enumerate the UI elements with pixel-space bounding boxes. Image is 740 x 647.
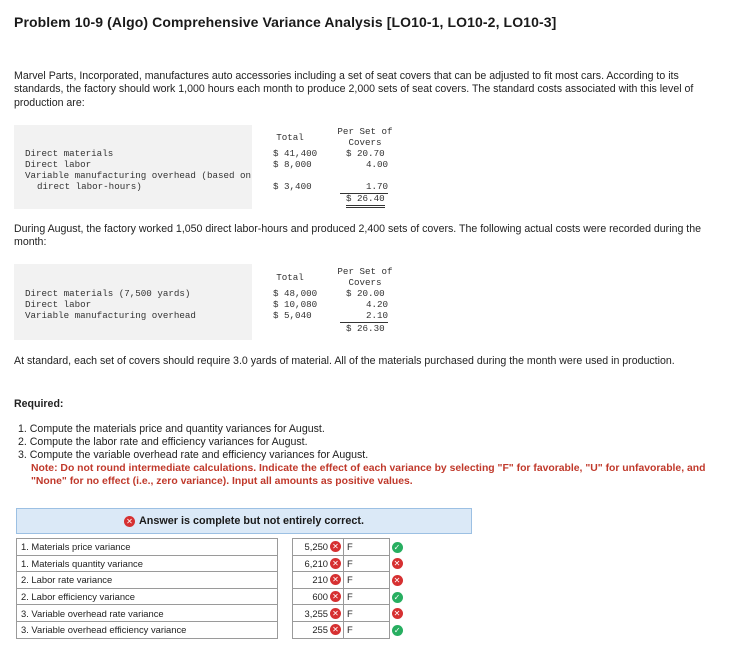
answer-row xyxy=(17,555,405,572)
per-set-value: 4.20 xyxy=(365,299,388,310)
total-value: $ 5,040 xyxy=(273,310,312,321)
required-label: Required: xyxy=(14,398,64,410)
per-set-value: 4.00 xyxy=(365,159,388,170)
instruction-note: Note: Do not round intermediate calculations. Indicate the effect of each variance by selecting "F" for favorable, "U" for unfavorable, and "None" for no effect (i.e., zero variance). Input all amounts as positive values. xyxy=(31,463,706,488)
amount-text: 3,255 xyxy=(304,607,328,619)
x-circle-icon: ✕ xyxy=(330,624,341,635)
mid-text: During August, the factory worked 1,050 direct labor-hours and produced 2,400 sets of covers. The following actual costs were recorded during the month: xyxy=(14,223,702,249)
amount-text: 6,210 xyxy=(304,557,328,569)
row-result xyxy=(390,588,405,605)
amount-text: 255 xyxy=(312,624,328,636)
total-value: $ 8,000 xyxy=(273,159,312,170)
amount-text: 5,250 xyxy=(304,541,328,553)
variance-label: 2. Labor efficiency variance xyxy=(17,588,278,605)
spacer xyxy=(278,588,293,605)
x-circle-icon: ✕ xyxy=(330,591,341,602)
required-item: 1. Compute the materials price and quantity variances for August. xyxy=(18,423,325,435)
total-value: $ 48,000 xyxy=(273,288,318,299)
row-result xyxy=(390,555,405,572)
variance-amount-input[interactable] xyxy=(293,588,344,605)
spacer xyxy=(278,555,293,572)
effect-text: F xyxy=(347,541,353,553)
per-set-total: $ 26.40 xyxy=(346,193,385,208)
row-label: Direct materials (7,500 yards) xyxy=(25,288,191,299)
check-circle-icon: ✓ xyxy=(392,542,403,553)
effect-text: F xyxy=(347,591,353,603)
effect-text: F xyxy=(347,574,353,586)
per-set-total: $ 26.30 xyxy=(346,323,385,334)
row-label: Direct labor xyxy=(25,299,92,310)
variance-label: 1. Materials price variance xyxy=(17,539,278,556)
variance-amount-input[interactable] xyxy=(293,605,344,622)
variance-label: 2. Labor rate variance xyxy=(17,572,278,589)
required-item: 2. Compute the labor rate and efficiency variances for August. xyxy=(18,436,308,448)
effect-text: F xyxy=(347,624,353,636)
effect-select[interactable] xyxy=(344,555,390,572)
banner-text: Answer is complete but not entirely correct. xyxy=(139,515,364,527)
answer-row xyxy=(17,539,405,556)
variance-label: 3. Variable overhead efficiency variance xyxy=(17,621,278,638)
row-label: Direct materials xyxy=(25,148,114,159)
answer-row xyxy=(17,605,405,622)
x-circle-icon: ✕ xyxy=(330,608,341,619)
problem-title: Problem 10-9 (Algo) Comprehensive Variance Analysis [LO10-1, LO10-2, LO10-3] xyxy=(14,14,557,30)
variance-label: 3. Variable overhead rate variance xyxy=(17,605,278,622)
x-circle-icon: ✕ xyxy=(392,608,403,619)
effect-text: F xyxy=(347,607,353,619)
col-per-set-header: Per Set of xyxy=(337,126,393,137)
answer-row xyxy=(17,621,405,638)
row-result xyxy=(390,621,405,638)
amount-text: 600 xyxy=(312,591,328,603)
spacer xyxy=(278,572,293,589)
check-circle-icon: ✓ xyxy=(392,592,403,603)
x-circle-icon: ✕ xyxy=(124,516,135,527)
spacer xyxy=(278,605,293,622)
row-label: Direct labor xyxy=(25,159,92,170)
variance-amount-input[interactable] xyxy=(293,555,344,572)
row-label: Variable manufacturing overhead (based on xyxy=(25,170,252,181)
intro-text: Marvel Parts, Incorporated, manufactures auto accessories including a set of seat covers that can be adjusted to fit most cars. According to its standards, the factory should work 1,000 hours each month to produce 2,000 sets of seat covers. The standard costs associated with this level of production are: xyxy=(14,70,694,109)
col-total-header: Total xyxy=(276,132,304,143)
total-value: $ 10,080 xyxy=(273,299,318,310)
answer-row xyxy=(17,572,405,589)
amount-text: 210 xyxy=(312,574,328,586)
row-result xyxy=(390,572,405,589)
variance-amount-input[interactable] xyxy=(293,572,344,589)
effect-select[interactable] xyxy=(344,572,390,589)
total-value: $ 41,400 xyxy=(273,148,318,159)
effect-select[interactable] xyxy=(344,539,390,556)
effect-text: F xyxy=(347,557,353,569)
x-circle-icon: ✕ xyxy=(330,541,341,552)
per-set-value: $ 20.00 xyxy=(346,288,385,299)
effect-select[interactable] xyxy=(344,605,390,622)
col-per-set-header-2: Covers xyxy=(348,277,382,288)
per-set-value: $ 20.70 xyxy=(346,148,385,159)
x-circle-icon: ✕ xyxy=(330,574,341,585)
answer-status-banner xyxy=(16,508,472,534)
answer-row xyxy=(17,588,405,605)
x-circle-icon: ✕ xyxy=(392,558,403,569)
row-result xyxy=(390,539,405,556)
check-circle-icon: ✓ xyxy=(392,625,403,636)
answer-table xyxy=(16,538,405,639)
variance-amount-input[interactable] xyxy=(293,621,344,638)
effect-select[interactable] xyxy=(344,588,390,605)
row-label: direct labor-hours) xyxy=(37,181,142,192)
col-per-set-header-2: Covers xyxy=(348,137,382,148)
variance-label: 1. Materials quantity variance xyxy=(17,555,278,572)
spacer xyxy=(278,539,293,556)
spacer xyxy=(278,621,293,638)
standard-note: At standard, each set of covers should require 3.0 yards of material. All of the materials purchased during the month were used in production. xyxy=(14,355,675,367)
effect-select[interactable] xyxy=(344,621,390,638)
required-item: 3. Compute the variable overhead rate and efficiency variances for August. xyxy=(18,449,369,461)
row-result xyxy=(390,605,405,622)
x-circle-icon: ✕ xyxy=(392,575,403,586)
variance-amount-input[interactable] xyxy=(293,539,344,556)
per-set-value: 2.10 xyxy=(340,310,388,323)
x-circle-icon: ✕ xyxy=(330,558,341,569)
col-total-header: Total xyxy=(276,272,304,283)
total-value: $ 3,400 xyxy=(273,181,312,192)
col-per-set-header: Per Set of xyxy=(337,266,393,277)
per-set-value: 1.70 xyxy=(340,181,388,194)
row-label: Variable manufacturing overhead xyxy=(25,310,196,321)
